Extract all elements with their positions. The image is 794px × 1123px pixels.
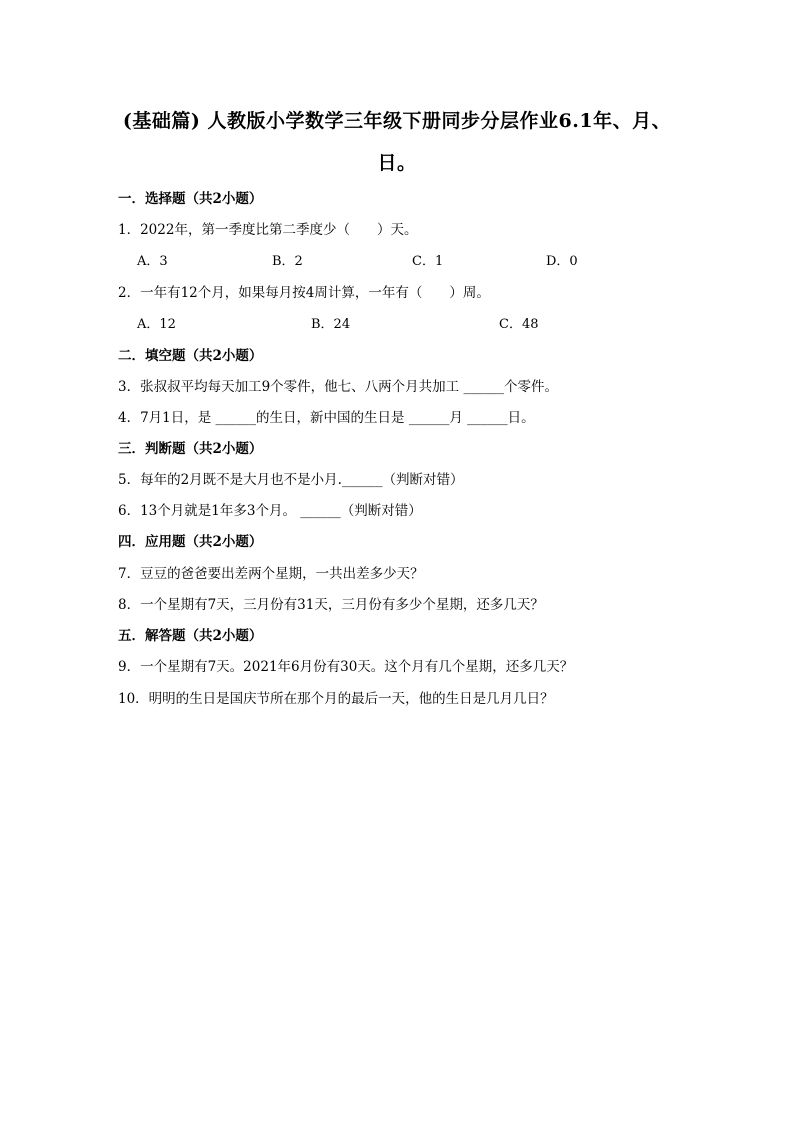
question-9: 9．一个星期有7天。2021年6月份有30天。这个月有几个星期，还多几天？: [118, 659, 574, 675]
question-1: 1．2022年，第一季度比第二季度少（ ）天。: [118, 222, 418, 238]
section-heading-choice: 一．选择题（共2小题）: [118, 191, 263, 207]
question-8: 8．一个星期有7天，三月份有31天，三月份有多少个星期，还多几天？: [118, 597, 544, 613]
section-heading-true-false: 三．判断题（共2小题）: [118, 441, 263, 457]
question-2-option-c: C．48: [499, 317, 539, 332]
question-1-option-b: B．2: [272, 254, 303, 269]
question-10: 10．明明的生日是国庆节所在那个月的最后一天，他的生日是几月几日？: [118, 691, 554, 707]
section-heading-solve: 五．解答题（共2小题）: [118, 628, 263, 644]
question-4: 4．7月1日，是 ______的生日，新中国的生日是 ______月 ______日。: [118, 410, 535, 426]
question-7: 7．豆豆的爸爸要出差两个星期，一共出差多少天？: [118, 566, 424, 582]
question-2-option-b: B．24: [311, 317, 351, 332]
question-3: 3．张叔叔平均每天加工9个零件，他七、八两个月共加工 ______个零件。: [118, 379, 558, 395]
question-1-option-c: C．1: [412, 254, 444, 269]
question-1-option-d: D．0: [546, 254, 578, 269]
question-6: 6．13个月就是1年多3个月。 ______（判断对错）: [118, 503, 422, 519]
question-5: 5．每年的2月既不是大月也不是小月.______（判断对错）: [118, 472, 464, 488]
section-heading-fill-blank: 二．填空题（共2小题）: [118, 348, 263, 364]
worksheet-title-line-2: 日。: [377, 152, 417, 174]
worksheet-title-line-1: (基础篇) 人教版小学数学三年级下册同步分层作业6.1年、月、: [122, 110, 672, 132]
question-1-option-a: A．3: [137, 254, 168, 269]
section-heading-application: 四．应用题（共2小题）: [118, 534, 263, 550]
question-2: 2．一年有12个月，如果每月按4周计算，一年有（ ）周。: [118, 285, 490, 301]
question-2-option-a: A．12: [137, 317, 176, 332]
